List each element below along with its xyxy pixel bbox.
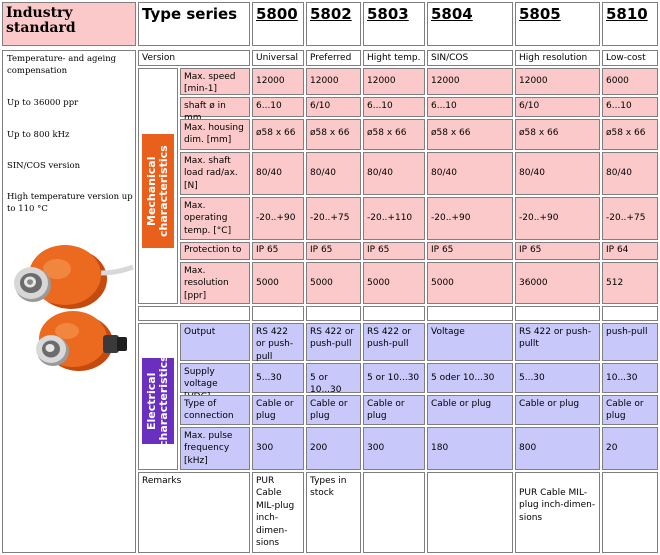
elec-value: Cable or plug xyxy=(427,395,513,425)
model-header-5810: 5810 xyxy=(602,2,658,46)
mech-value: -20..+90 xyxy=(427,197,513,240)
mech-value: IP 65 xyxy=(306,242,361,260)
mech-value: ø58 x 66 xyxy=(252,119,304,150)
version-5810: Low-cost xyxy=(602,50,658,66)
mech-value: 80/40 xyxy=(363,152,425,195)
mech-value: IP 65 xyxy=(427,242,513,260)
mech-label-resolution: Max. resolution [ppr] xyxy=(180,262,250,304)
elec-value: 300 xyxy=(252,427,304,470)
remark-cell: PUR Cable MIL-plug inch-dimen-sions xyxy=(252,472,304,553)
mech-value: 6...10 xyxy=(602,97,658,117)
elec-value: RS 422 or push-pull xyxy=(306,323,361,361)
mech-label-temp: Max. operating temp. [°C] xyxy=(180,197,250,240)
mech-value: 5000 xyxy=(252,262,304,304)
mechanical-section-label: Mechanical characteristics xyxy=(142,134,174,248)
elec-value: push-pull xyxy=(602,323,658,361)
industry-standard-title: Industry standard xyxy=(2,2,136,46)
spacer-cell xyxy=(363,306,425,321)
feature-ppr: Up to 36000 ppr xyxy=(7,98,79,108)
elec-value: 5...30 xyxy=(252,363,304,393)
remark-cell xyxy=(427,472,513,553)
elec-value: Cable or plug xyxy=(515,395,600,425)
mech-value: 6000 xyxy=(602,68,658,95)
mech-value: -20..+75 xyxy=(602,197,658,240)
elec-value: Cable or plug xyxy=(306,395,361,425)
elec-value: Cable or plug xyxy=(602,395,658,425)
elec-value: Cable or plug xyxy=(363,395,425,425)
encoder-2-image xyxy=(36,311,127,371)
mech-value: ø58 x 66 xyxy=(306,119,361,150)
mech-value: 5000 xyxy=(306,262,361,304)
mech-value: -20..+75 xyxy=(306,197,361,240)
mech-value: ø58 x 66 xyxy=(363,119,425,150)
version-5803: Hight temp. xyxy=(363,50,425,66)
mech-value: IP 64 xyxy=(602,242,658,260)
mech-label-housing: Max. housing dim. [mm] xyxy=(180,119,250,150)
mech-value: 6/10 xyxy=(515,97,600,117)
spacer-cell xyxy=(138,306,250,321)
remarks-label: Remarks xyxy=(138,472,250,553)
remark-cell: Types in stock xyxy=(306,472,361,553)
mech-value: 6...10 xyxy=(252,97,304,117)
spacer-cell xyxy=(252,306,304,321)
elec-value: 5 oder 10...30 xyxy=(427,363,513,393)
model-header-5803: 5803 xyxy=(363,2,425,46)
elec-label-supply: Supply voltage xyxy=(180,363,250,393)
feature-sidebar xyxy=(2,50,136,553)
mech-value: IP 65 xyxy=(515,242,600,260)
mech-value: 80/40 xyxy=(427,152,513,195)
elec-label-output: Output xyxy=(180,323,250,361)
mech-value: ø58 x 66 xyxy=(427,119,513,150)
mech-value: 5000 xyxy=(363,262,425,304)
elec-value: 200 xyxy=(306,427,361,470)
mech-value: 36000 xyxy=(515,262,600,304)
rotary-encoder-photo xyxy=(5,231,135,381)
mech-label-protection: Protection to xyxy=(180,242,250,260)
encoder-1-image xyxy=(14,245,133,309)
remark-cell xyxy=(602,472,658,553)
spacer-cell xyxy=(427,306,513,321)
mech-value: 12000 xyxy=(252,68,304,95)
mech-value: 80/40 xyxy=(602,152,658,195)
elec-value: 5 or 10...30 xyxy=(363,363,425,393)
mech-value: ø58 x 66 xyxy=(515,119,600,150)
spacer-cell xyxy=(306,306,361,321)
electrical-section-label: Electrical characteristics xyxy=(142,358,174,444)
elec-value: RS 422 or push-pull xyxy=(363,323,425,361)
mech-value: -20..+90 xyxy=(515,197,600,240)
model-header-5804: 5804 xyxy=(427,2,513,46)
elec-value: 800 xyxy=(515,427,600,470)
elec-value: 300 xyxy=(363,427,425,470)
mech-value: ø58 x 66 xyxy=(602,119,658,150)
version-5802: Preferred xyxy=(306,50,361,66)
mech-value: 6...10 xyxy=(363,97,425,117)
elec-value: RS 422 or push-pullt xyxy=(515,323,600,361)
spacer-cell xyxy=(602,306,658,321)
model-header-5802: 5802 xyxy=(306,2,361,46)
mech-value: 80/40 xyxy=(252,152,304,195)
mech-value: IP 65 xyxy=(363,242,425,260)
mech-value: -20..+110 xyxy=(363,197,425,240)
remark-cell: PUR Cable MIL-plug inch-dimen-sions xyxy=(515,472,600,553)
mech-value: 6...10 xyxy=(427,97,513,117)
mech-value: 12000 xyxy=(427,68,513,95)
version-label: Version xyxy=(138,50,250,66)
mech-value: 12000 xyxy=(363,68,425,95)
elec-value: 20 xyxy=(602,427,658,470)
mech-value: 80/40 xyxy=(515,152,600,195)
elec-value: RS 422 or push-pull xyxy=(252,323,304,361)
mech-label-shaft: shaft ø in xyxy=(180,97,250,117)
elec-value: 5 or 10...30 xyxy=(306,363,361,393)
elec-label-connection: Type of connection xyxy=(180,395,250,425)
version-5805: High resolution xyxy=(515,50,600,66)
elec-value: Voltage xyxy=(427,323,513,361)
elec-value: 10...30 xyxy=(602,363,658,393)
mech-value: 12000 xyxy=(306,68,361,95)
mech-label-shaft-load: Max. shaft load rad/ax. [N] xyxy=(180,152,250,195)
version-5804: SIN/COS xyxy=(427,50,513,66)
feature-high-temp: High temperature version up to 110 °C xyxy=(7,192,133,215)
mech-value: 80/40 xyxy=(306,152,361,195)
remark-cell xyxy=(363,472,425,553)
elec-value: 5...30 xyxy=(515,363,600,393)
mech-value: 5000 xyxy=(427,262,513,304)
feature-compensation: Temperature- and ageing compensation xyxy=(7,54,117,77)
version-5800: Universal xyxy=(252,50,304,66)
mech-value: 12000 xyxy=(515,68,600,95)
mech-value: 512 xyxy=(602,262,658,304)
elec-value: 180 xyxy=(427,427,513,470)
model-header-5805: 5805 xyxy=(515,2,600,46)
mech-value: -20..+90 xyxy=(252,197,304,240)
mech-value: IP 65 xyxy=(252,242,304,260)
type-series-title: Type series xyxy=(138,2,250,46)
mech-value: 6/10 xyxy=(306,97,361,117)
spacer-cell xyxy=(515,306,600,321)
feature-sincos: SIN/COS version xyxy=(7,161,81,171)
feature-frequency: Up to 800 kHz xyxy=(7,130,70,140)
elec-value: Cable or plug xyxy=(252,395,304,425)
model-header-5800: 5800 xyxy=(252,2,304,46)
elec-label-pulse: Max. pulse frequency [kHz] xyxy=(180,427,250,470)
mech-label-speed: Max. speed [min-1] xyxy=(180,68,250,95)
